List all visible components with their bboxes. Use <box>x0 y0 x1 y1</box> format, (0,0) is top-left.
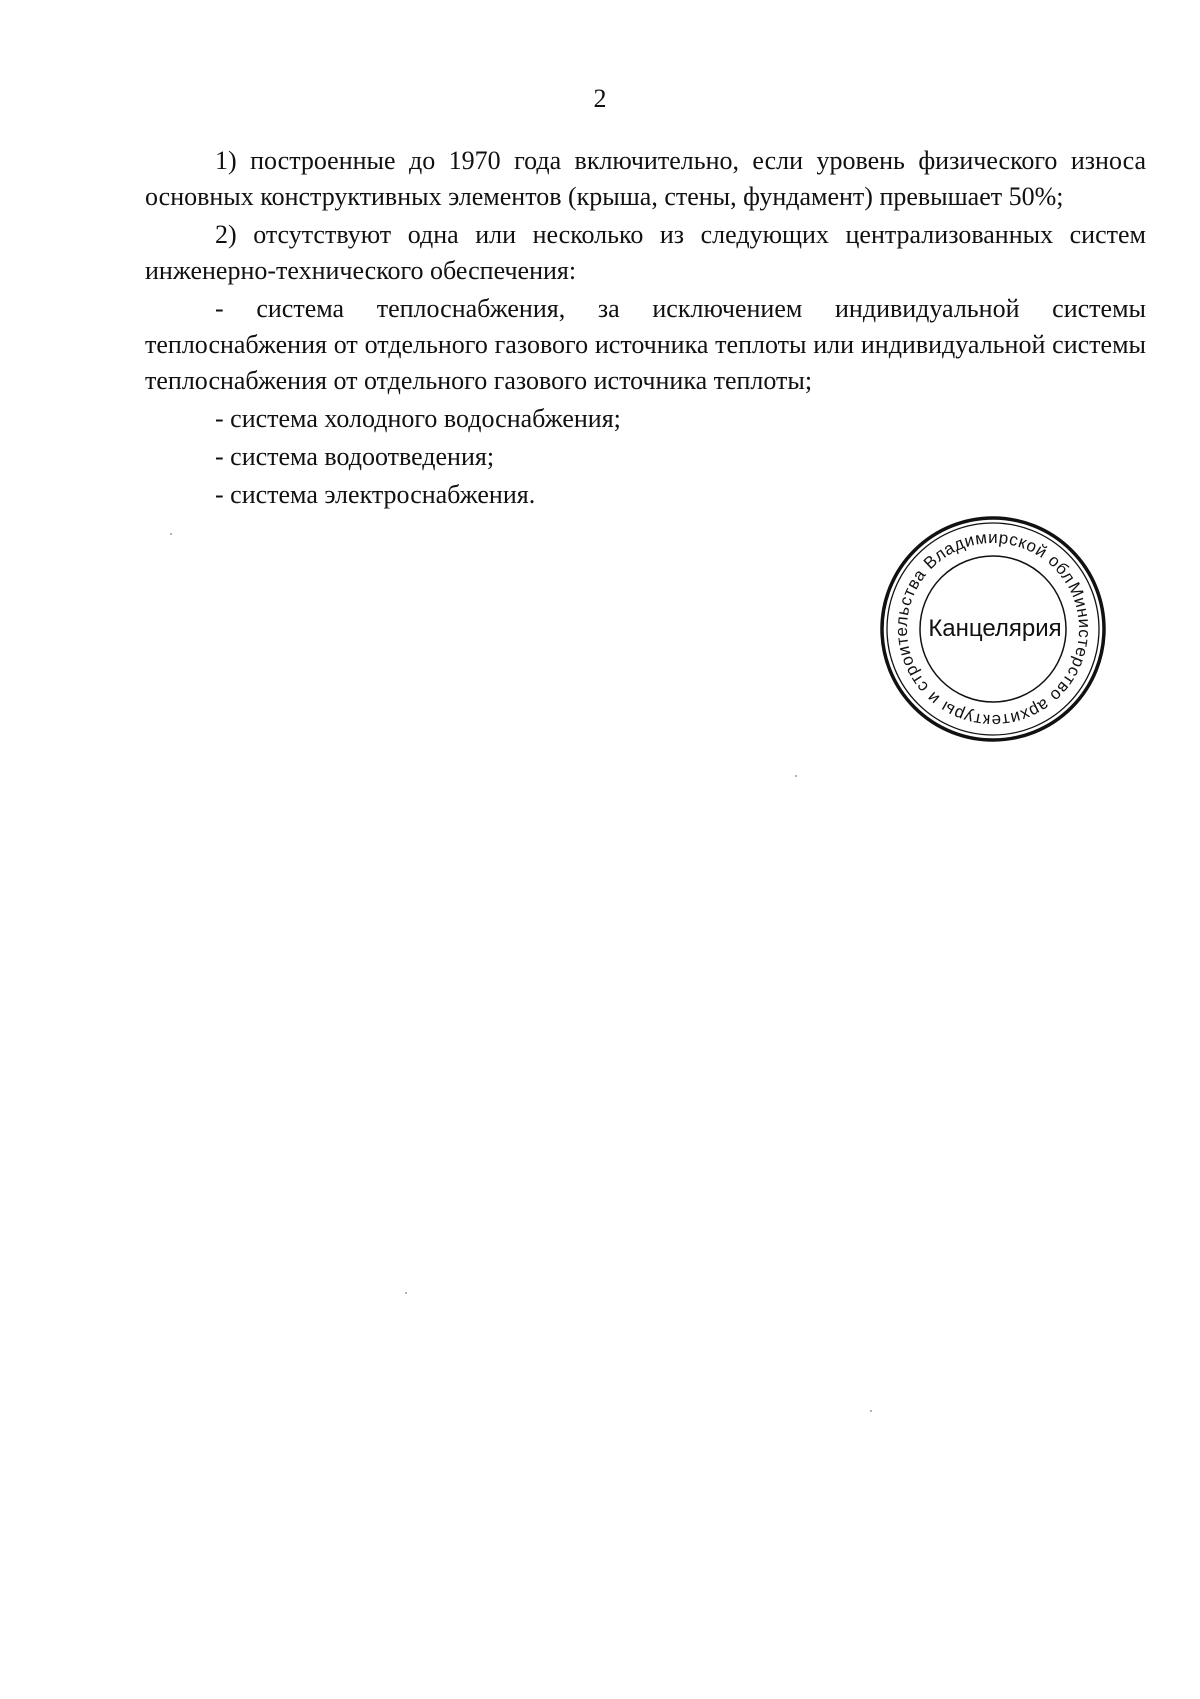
paragraph-1: 1) построенные до 1970 года включительно, если уровень физического износа основных конструктивных элементов (крыша, стены, фундамент) превышает 50%; <box>145 146 1146 211</box>
office-stamp <box>878 514 1108 744</box>
page-number: 2 <box>593 84 607 113</box>
scan-speck <box>870 1410 872 1412</box>
scan-speck <box>795 775 797 777</box>
scan-speck <box>170 533 172 535</box>
list-item-drainage: - система водоотведения; <box>215 442 495 471</box>
list-item-electricity: - система электроснабжения. <box>215 480 536 509</box>
stamp-ring-text: Министерство архитектуры и строительства Владимирской области <box>891 527 1095 731</box>
paragraph-2: 2) отсутствуют одна или несколько из следующих централизованных систем инженерно-технического обеспечения: <box>145 220 1146 285</box>
paragraph-3: - система теплоснабжения, за исключением индивидуальной системы теплоснабжения от отдельного газового источника теплоты или индивидуальной системы теплоснабжения от отдельного газового источника теплоты; <box>145 294 1146 395</box>
scan-speck <box>405 1292 407 1294</box>
stamp-center-text: Канцелярия <box>928 615 1062 642</box>
document-body <box>145 143 1146 515</box>
list-item-cold-water: - система холодного водоснабжения; <box>215 404 621 433</box>
